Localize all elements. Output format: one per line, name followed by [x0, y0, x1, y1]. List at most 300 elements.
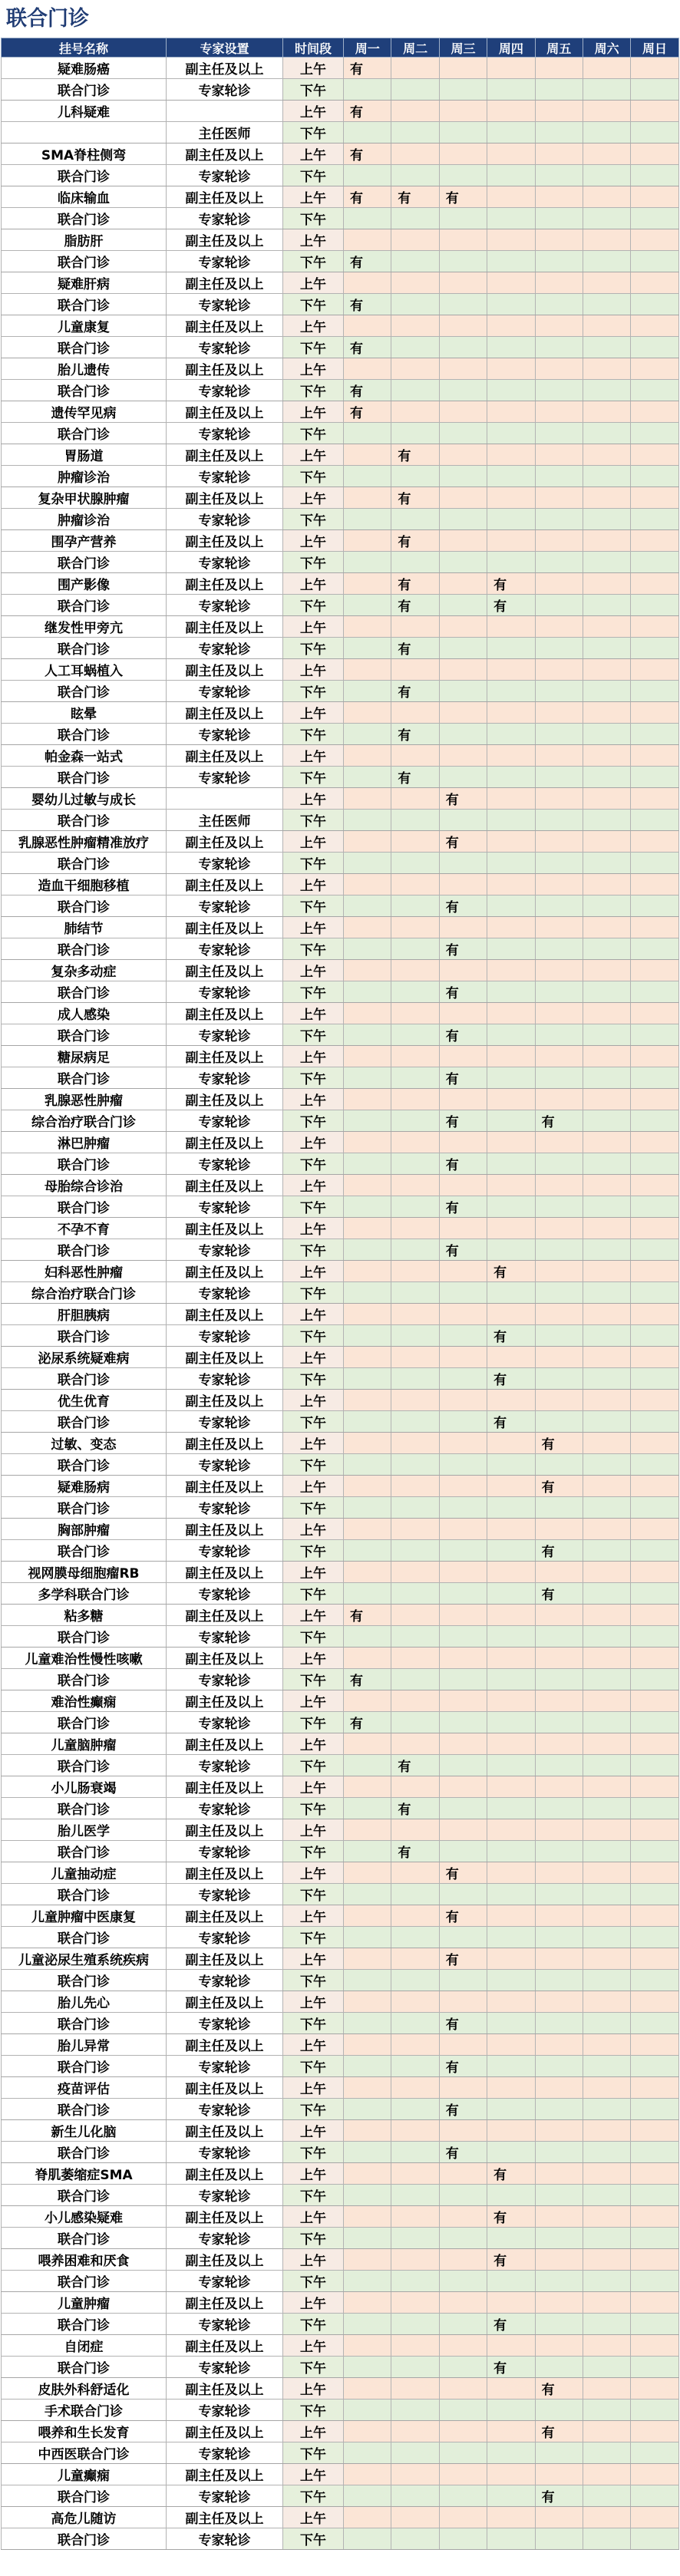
- clinic-name-cell: 胃肠道: [2, 444, 167, 466]
- expert-cell: 专家轮诊: [167, 1196, 283, 1218]
- time-slot-cell: 上午: [283, 917, 344, 938]
- saturday-cell: [583, 981, 630, 1003]
- table-row: [2, 638, 679, 659]
- sunday-cell: [631, 1733, 678, 1755]
- expert-cell: 专家轮诊: [167, 981, 283, 1003]
- thursday-cell: [487, 1282, 535, 1304]
- table-row: [2, 810, 679, 831]
- monday-cell: [344, 1132, 391, 1153]
- friday-cell: [535, 1196, 583, 1218]
- monday-cell: [344, 2034, 391, 2056]
- table-row: [2, 466, 679, 487]
- friday-cell: [535, 702, 583, 724]
- saturday-cell: [583, 2077, 630, 2099]
- expert-cell: 专家轮诊: [167, 2357, 283, 2378]
- wednesday-cell: [439, 1175, 487, 1196]
- clinic-name-cell: 联合门诊: [2, 294, 167, 315]
- expert-cell: 副主任及以上: [167, 1648, 283, 1669]
- thursday-cell: [487, 1433, 535, 1454]
- expert-cell: 副主任及以上: [167, 1433, 283, 1454]
- sunday-cell: [631, 1991, 678, 2013]
- monday-cell: [344, 208, 391, 229]
- table-row: [2, 1884, 679, 1905]
- sunday-cell: [631, 1390, 678, 1411]
- wednesday-cell: [439, 681, 487, 702]
- thursday-cell: 有: [487, 2249, 535, 2271]
- sunday-cell: [631, 466, 678, 487]
- friday-cell: [535, 401, 583, 423]
- expert-cell: 专家轮诊: [167, 1841, 283, 1862]
- wednesday-cell: [439, 767, 487, 788]
- table-row: [2, 1110, 679, 1132]
- saturday-cell: [583, 1776, 630, 1798]
- tuesday-cell: [391, 1927, 439, 1948]
- monday-cell: [344, 1153, 391, 1175]
- thursday-cell: [487, 79, 535, 101]
- saturday-cell: [583, 2013, 630, 2034]
- table-row: [2, 79, 679, 101]
- time-slot-cell: 上午: [283, 1046, 344, 1067]
- clinic-name-cell: 喂养和生长发育: [2, 2421, 167, 2442]
- thursday-cell: [487, 1991, 535, 2013]
- time-slot-cell: 上午: [283, 1648, 344, 1669]
- table-row: [2, 229, 679, 251]
- wednesday-cell: [439, 2357, 487, 2378]
- wednesday-cell: [439, 1433, 487, 1454]
- tuesday-cell: [391, 2077, 439, 2099]
- monday-cell: [344, 724, 391, 745]
- table-row: [2, 2099, 679, 2120]
- header-monday: 周一: [344, 38, 391, 58]
- wednesday-cell: [439, 1325, 487, 1347]
- saturday-cell: [583, 595, 630, 616]
- expert-cell: 专家轮诊: [167, 2013, 283, 2034]
- expert-cell: 副主任及以上: [167, 2206, 283, 2228]
- tuesday-cell: [391, 1304, 439, 1325]
- expert-cell: 副主任及以上: [167, 1476, 283, 1497]
- monday-cell: [344, 315, 391, 337]
- thursday-cell: [487, 745, 535, 767]
- friday-cell: [535, 2271, 583, 2292]
- thursday-cell: [487, 487, 535, 509]
- saturday-cell: [583, 681, 630, 702]
- time-slot-cell: 下午: [283, 251, 344, 272]
- time-slot-cell: 下午: [283, 2442, 344, 2464]
- clinic-name-cell: 联合门诊: [2, 1669, 167, 1690]
- table-row: [2, 874, 679, 895]
- tuesday-cell: [391, 2442, 439, 2464]
- time-slot-cell: 下午: [283, 2142, 344, 2163]
- monday-cell: [344, 2357, 391, 2378]
- monday-cell: [344, 1218, 391, 1239]
- header-sunday: 周日: [631, 38, 678, 58]
- tuesday-cell: [391, 2485, 439, 2507]
- tuesday-cell: [391, 1948, 439, 1970]
- expert-cell: 副主任及以上: [167, 1003, 283, 1024]
- expert-cell: 副主任及以上: [167, 2378, 283, 2400]
- thursday-cell: [487, 2335, 535, 2357]
- saturday-cell: [583, 2206, 630, 2228]
- thursday-cell: [487, 1153, 535, 1175]
- monday-cell: 有: [344, 251, 391, 272]
- time-slot-cell: 下午: [283, 552, 344, 573]
- clinic-name-cell: 联合门诊: [2, 2357, 167, 2378]
- thursday-cell: [487, 2464, 535, 2485]
- monday-cell: [344, 1175, 391, 1196]
- monday-cell: [344, 1454, 391, 1476]
- monday-cell: [344, 1304, 391, 1325]
- friday-cell: [535, 423, 583, 444]
- saturday-cell: [583, 2421, 630, 2442]
- time-slot-cell: 下午: [283, 1024, 344, 1046]
- friday-cell: [535, 2507, 583, 2528]
- tuesday-cell: [391, 2034, 439, 2056]
- clinic-name-cell: 联合门诊: [2, 1454, 167, 1476]
- monday-cell: [344, 1046, 391, 1067]
- thursday-cell: [487, 380, 535, 401]
- sunday-cell: [631, 2335, 678, 2357]
- tuesday-cell: [391, 1884, 439, 1905]
- time-slot-cell: 上午: [283, 788, 344, 810]
- saturday-cell: [583, 638, 630, 659]
- time-slot-cell: 上午: [283, 1132, 344, 1153]
- friday-cell: [535, 595, 583, 616]
- wednesday-cell: [439, 1841, 487, 1862]
- monday-cell: [344, 853, 391, 874]
- saturday-cell: [583, 724, 630, 745]
- wednesday-cell: [439, 724, 487, 745]
- wednesday-cell: [439, 2485, 487, 2507]
- tuesday-cell: [391, 358, 439, 380]
- saturday-cell: [583, 810, 630, 831]
- wednesday-cell: [439, 1497, 487, 1519]
- monday-cell: [344, 2271, 391, 2292]
- monday-cell: [344, 745, 391, 767]
- time-slot-cell: 下午: [283, 2528, 344, 2550]
- monday-cell: [344, 1540, 391, 1562]
- sunday-cell: [631, 165, 678, 186]
- friday-cell: [535, 1411, 583, 1433]
- expert-cell: 专家轮诊: [167, 1067, 283, 1089]
- tuesday-cell: [391, 2249, 439, 2271]
- sunday-cell: [631, 1562, 678, 1583]
- monday-cell: 有: [344, 101, 391, 122]
- expert-cell: 副主任及以上: [167, 573, 283, 595]
- expert-cell: 专家轮诊: [167, 1884, 283, 1905]
- expert-cell: 专家轮诊: [167, 1454, 283, 1476]
- clinic-name-cell: 联合门诊: [2, 2142, 167, 2163]
- monday-cell: [344, 874, 391, 895]
- thursday-cell: [487, 444, 535, 466]
- tuesday-cell: [391, 1282, 439, 1304]
- thursday-cell: [487, 186, 535, 208]
- saturday-cell: [583, 466, 630, 487]
- sunday-cell: [631, 315, 678, 337]
- friday-cell: [535, 874, 583, 895]
- table-row: [2, 1239, 679, 1261]
- time-slot-cell: 上午: [283, 1605, 344, 1626]
- tuesday-cell: [391, 1368, 439, 1390]
- wednesday-cell: 有: [439, 831, 487, 853]
- table-row: [2, 58, 679, 79]
- tuesday-cell: [391, 272, 439, 294]
- friday-cell: [535, 1755, 583, 1776]
- sunday-cell: [631, 2142, 678, 2163]
- time-slot-cell: 上午: [283, 530, 344, 552]
- time-slot-cell: 下午: [283, 509, 344, 530]
- time-slot-cell: 上午: [283, 831, 344, 853]
- friday-cell: [535, 2206, 583, 2228]
- expert-cell: 专家轮诊: [167, 208, 283, 229]
- table-row: [2, 1304, 679, 1325]
- tuesday-cell: [391, 401, 439, 423]
- table-row: [2, 1626, 679, 1648]
- saturday-cell: [583, 1755, 630, 1776]
- sunday-cell: [631, 1497, 678, 1519]
- expert-cell: 专家轮诊: [167, 466, 283, 487]
- table-row: [2, 2249, 679, 2271]
- wednesday-cell: [439, 810, 487, 831]
- monday-cell: [344, 2400, 391, 2421]
- time-slot-cell: 下午: [283, 1239, 344, 1261]
- saturday-cell: [583, 337, 630, 358]
- thursday-cell: [487, 938, 535, 960]
- clinic-name-cell: 联合门诊: [2, 380, 167, 401]
- saturday-cell: [583, 1067, 630, 1089]
- tuesday-cell: [391, 1196, 439, 1218]
- time-slot-cell: 下午: [283, 681, 344, 702]
- table-row: [2, 1024, 679, 1046]
- time-slot-cell: 下午: [283, 380, 344, 401]
- clinic-name-cell: 联合门诊: [2, 552, 167, 573]
- time-slot-cell: 上午: [283, 101, 344, 122]
- table-row: [2, 2378, 679, 2400]
- tuesday-cell: [391, 1175, 439, 1196]
- monday-cell: [344, 358, 391, 380]
- table-row: [2, 767, 679, 788]
- clinic-name-cell: 联合门诊: [2, 2099, 167, 2120]
- table-row: [2, 1454, 679, 1476]
- tuesday-cell: 有: [391, 1841, 439, 1862]
- table-row: [2, 1540, 679, 1562]
- monday-cell: [344, 1024, 391, 1046]
- friday-cell: [535, 1067, 583, 1089]
- monday-cell: [344, 2249, 391, 2271]
- table-row: [2, 2206, 679, 2228]
- monday-cell: [344, 2292, 391, 2314]
- table-row: [2, 101, 679, 122]
- sunday-cell: [631, 1519, 678, 1540]
- monday-cell: [344, 2378, 391, 2400]
- monday-cell: [344, 1690, 391, 1712]
- thursday-cell: 有: [487, 1368, 535, 1390]
- clinic-name-cell: 联合门诊: [2, 2485, 167, 2507]
- monday-cell: [344, 2335, 391, 2357]
- clinic-name-cell: 视网膜母细胞瘤RB: [2, 1562, 167, 1583]
- sunday-cell: [631, 2206, 678, 2228]
- tuesday-cell: [391, 1390, 439, 1411]
- table-row: [2, 1282, 679, 1304]
- monday-cell: [344, 122, 391, 143]
- monday-cell: [344, 1905, 391, 1927]
- friday-cell: [535, 2314, 583, 2335]
- expert-cell: 副主任及以上: [167, 960, 283, 981]
- time-slot-cell: 下午: [283, 2185, 344, 2206]
- saturday-cell: [583, 509, 630, 530]
- wednesday-cell: [439, 401, 487, 423]
- friday-cell: [535, 444, 583, 466]
- clinic-name-cell: 胎儿先心: [2, 1991, 167, 2013]
- sunday-cell: [631, 2249, 678, 2271]
- wednesday-cell: [439, 58, 487, 79]
- wednesday-cell: [439, 1583, 487, 1605]
- clinic-name-cell: 胎儿遗传: [2, 358, 167, 380]
- expert-cell: 副主任及以上: [167, 2292, 283, 2314]
- clinic-name-cell: 皮肤外科舒适化: [2, 2378, 167, 2400]
- friday-cell: [535, 487, 583, 509]
- tuesday-cell: [391, 1562, 439, 1583]
- tuesday-cell: [391, 1648, 439, 1669]
- clinic-name-cell: 联合门诊: [2, 853, 167, 874]
- table-row: [2, 1325, 679, 1347]
- monday-cell: [344, 981, 391, 1003]
- wednesday-cell: [439, 2185, 487, 2206]
- sunday-cell: [631, 960, 678, 981]
- tuesday-cell: [391, 1325, 439, 1347]
- wednesday-cell: [439, 552, 487, 573]
- thursday-cell: 有: [487, 1411, 535, 1433]
- saturday-cell: [583, 2034, 630, 2056]
- table-row: [2, 1368, 679, 1390]
- clinic-name-cell: 围孕产营养: [2, 530, 167, 552]
- friday-cell: 有: [535, 1583, 583, 1605]
- time-slot-cell: 上午: [283, 1218, 344, 1239]
- friday-cell: [535, 1690, 583, 1712]
- table-row: [2, 2485, 679, 2507]
- wednesday-cell: [439, 853, 487, 874]
- expert-cell: 副主任及以上: [167, 2120, 283, 2142]
- expert-cell: 专家轮诊: [167, 2056, 283, 2077]
- clinic-name-cell: 联合门诊: [2, 895, 167, 917]
- expert-cell: 专家轮诊: [167, 1669, 283, 1690]
- sunday-cell: [631, 1368, 678, 1390]
- saturday-cell: [583, 1519, 630, 1540]
- saturday-cell: [583, 272, 630, 294]
- expert-cell: 专家轮诊: [167, 1798, 283, 1819]
- tuesday-cell: [391, 1046, 439, 1067]
- tuesday-cell: [391, 380, 439, 401]
- table-row: [2, 1583, 679, 1605]
- table-row: [2, 1648, 679, 1669]
- sunday-cell: [631, 1755, 678, 1776]
- time-slot-cell: 下午: [283, 1755, 344, 1776]
- thursday-cell: [487, 2485, 535, 2507]
- friday-cell: [535, 143, 583, 165]
- monday-cell: [344, 1648, 391, 1669]
- saturday-cell: [583, 2249, 630, 2271]
- monday-cell: [344, 466, 391, 487]
- clinic-name-cell: 联合门诊: [2, 1755, 167, 1776]
- time-slot-cell: 下午: [283, 853, 344, 874]
- clinic-name-cell: 小儿肠衰竭: [2, 1776, 167, 1798]
- sunday-cell: [631, 1325, 678, 1347]
- saturday-cell: [583, 143, 630, 165]
- time-slot-cell: 下午: [283, 2099, 344, 2120]
- time-slot-cell: 下午: [283, 1282, 344, 1304]
- wednesday-cell: [439, 487, 487, 509]
- saturday-cell: [583, 1669, 630, 1690]
- table-row: [2, 2400, 679, 2421]
- monday-cell: [344, 1733, 391, 1755]
- time-slot-cell: 上午: [283, 1003, 344, 1024]
- schedule-table: [1, 38, 679, 2550]
- tuesday-cell: [391, 853, 439, 874]
- time-slot-cell: 上午: [283, 1175, 344, 1196]
- time-slot-cell: 上午: [283, 2464, 344, 2485]
- table-row: [2, 1497, 679, 1519]
- saturday-cell: [583, 616, 630, 638]
- wednesday-cell: [439, 251, 487, 272]
- expert-cell: 专家轮诊: [167, 767, 283, 788]
- thursday-cell: [487, 2400, 535, 2421]
- thursday-cell: [487, 122, 535, 143]
- clinic-name-cell: 多学科联合门诊: [2, 1583, 167, 1605]
- saturday-cell: [583, 1132, 630, 1153]
- expert-cell: 副主任及以上: [167, 1390, 283, 1411]
- sunday-cell: [631, 788, 678, 810]
- expert-cell: 专家轮诊: [167, 2485, 283, 2507]
- wednesday-cell: [439, 638, 487, 659]
- thursday-cell: [487, 981, 535, 1003]
- monday-cell: [344, 1497, 391, 1519]
- friday-cell: [535, 58, 583, 79]
- clinic-name-cell: 联合门诊: [2, 1884, 167, 1905]
- tuesday-cell: [391, 1347, 439, 1368]
- saturday-cell: [583, 79, 630, 101]
- wednesday-cell: 有: [439, 1024, 487, 1046]
- table-row: [2, 1089, 679, 1110]
- friday-cell: [535, 186, 583, 208]
- table-row: [2, 423, 679, 444]
- expert-cell: 副主任及以上: [167, 2077, 283, 2099]
- saturday-cell: [583, 1089, 630, 1110]
- sunday-cell: [631, 638, 678, 659]
- tuesday-cell: [391, 1519, 439, 1540]
- clinic-name-cell: 联合门诊: [2, 724, 167, 745]
- time-slot-cell: 上午: [283, 229, 344, 251]
- expert-cell: 副主任及以上: [167, 2249, 283, 2271]
- friday-cell: [535, 1132, 583, 1153]
- tuesday-cell: [391, 831, 439, 853]
- saturday-cell: [583, 1733, 630, 1755]
- tuesday-cell: [391, 2099, 439, 2120]
- clinic-name-cell: 婴幼儿过敏与成长: [2, 788, 167, 810]
- tuesday-cell: [391, 122, 439, 143]
- monday-cell: [344, 1755, 391, 1776]
- tuesday-cell: [391, 1970, 439, 1991]
- friday-cell: [535, 767, 583, 788]
- table-row: [2, 358, 679, 380]
- monday-cell: [344, 1239, 391, 1261]
- monday-cell: [344, 1368, 391, 1390]
- time-slot-cell: 下午: [283, 1454, 344, 1476]
- time-slot-cell: 下午: [283, 981, 344, 1003]
- friday-cell: [535, 1948, 583, 1970]
- sunday-cell: [631, 1218, 678, 1239]
- time-slot-cell: 上午: [283, 1476, 344, 1497]
- saturday-cell: [583, 380, 630, 401]
- expert-cell: 副主任及以上: [167, 1776, 283, 1798]
